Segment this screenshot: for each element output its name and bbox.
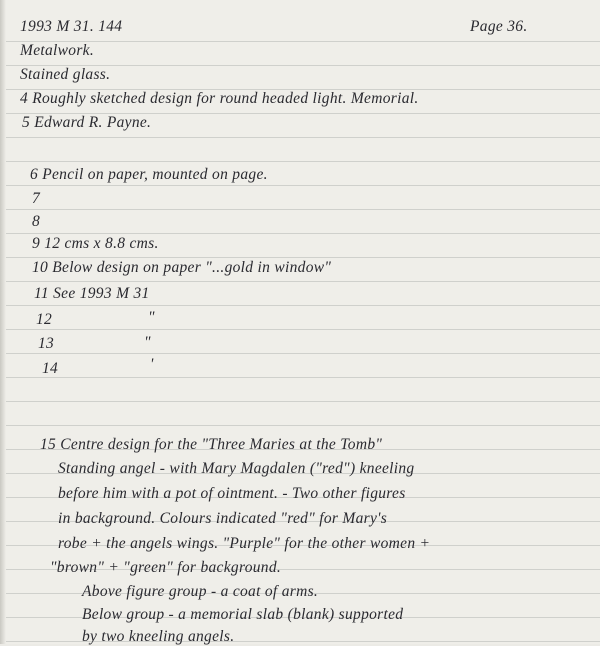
item-15-line: Standing angel - with Mary Magdalen ("red") kneeling [58,460,415,477]
line-category: Metalwork. [20,42,95,59]
ditto-mark-14: ' [150,356,154,373]
ditto-mark-12: " [148,309,155,326]
item-15-line: before him with a pot of ointment. - Two other figures [58,485,406,502]
line-6-medium: 6 Pencil on paper, mounted on page. [30,166,268,183]
line-10-inscription: 10 Below design on paper "...gold in window" [32,259,332,276]
line-subcategory: Stained glass. [20,66,111,83]
line-9-dimensions: 9 12 cms x 8.8 cms. [32,235,159,252]
line-14: 14 [42,360,59,377]
item-15-line: "brown" + "green" for background. [50,559,282,576]
item-15-line: Above figure group - a coat of arms. [82,583,319,600]
page-edge-shadow [0,0,6,644]
ditto-mark-13: " [144,334,151,351]
reference-number: 1993 M 31. 144 [20,18,123,35]
item-15-line: Below group - a memorial slab (blank) supported [82,606,404,623]
line-11-reference: 11 See 1993 M 31 [34,285,150,302]
line-4-description: 4 Roughly sketched design for round headed light. Memorial. [20,90,419,107]
page-number: Page 36. [470,18,528,35]
line-5-artist: 5 Edward R. Payne. [22,114,152,131]
line-7: 7 [32,190,41,207]
line-8: 8 [32,213,41,230]
item-15-line: by two kneeling angels. [82,628,235,645]
line-13: 13 [38,335,55,352]
item-15-line: robe + the angels wings. "Purple" for the other women + [58,535,431,552]
line-12: 12 [36,311,53,328]
item-15-line: in background. Colours indicated "red" for Mary's [58,510,388,527]
item-15-title: 15 Centre design for the "Three Maries at the Tomb" [40,436,383,453]
